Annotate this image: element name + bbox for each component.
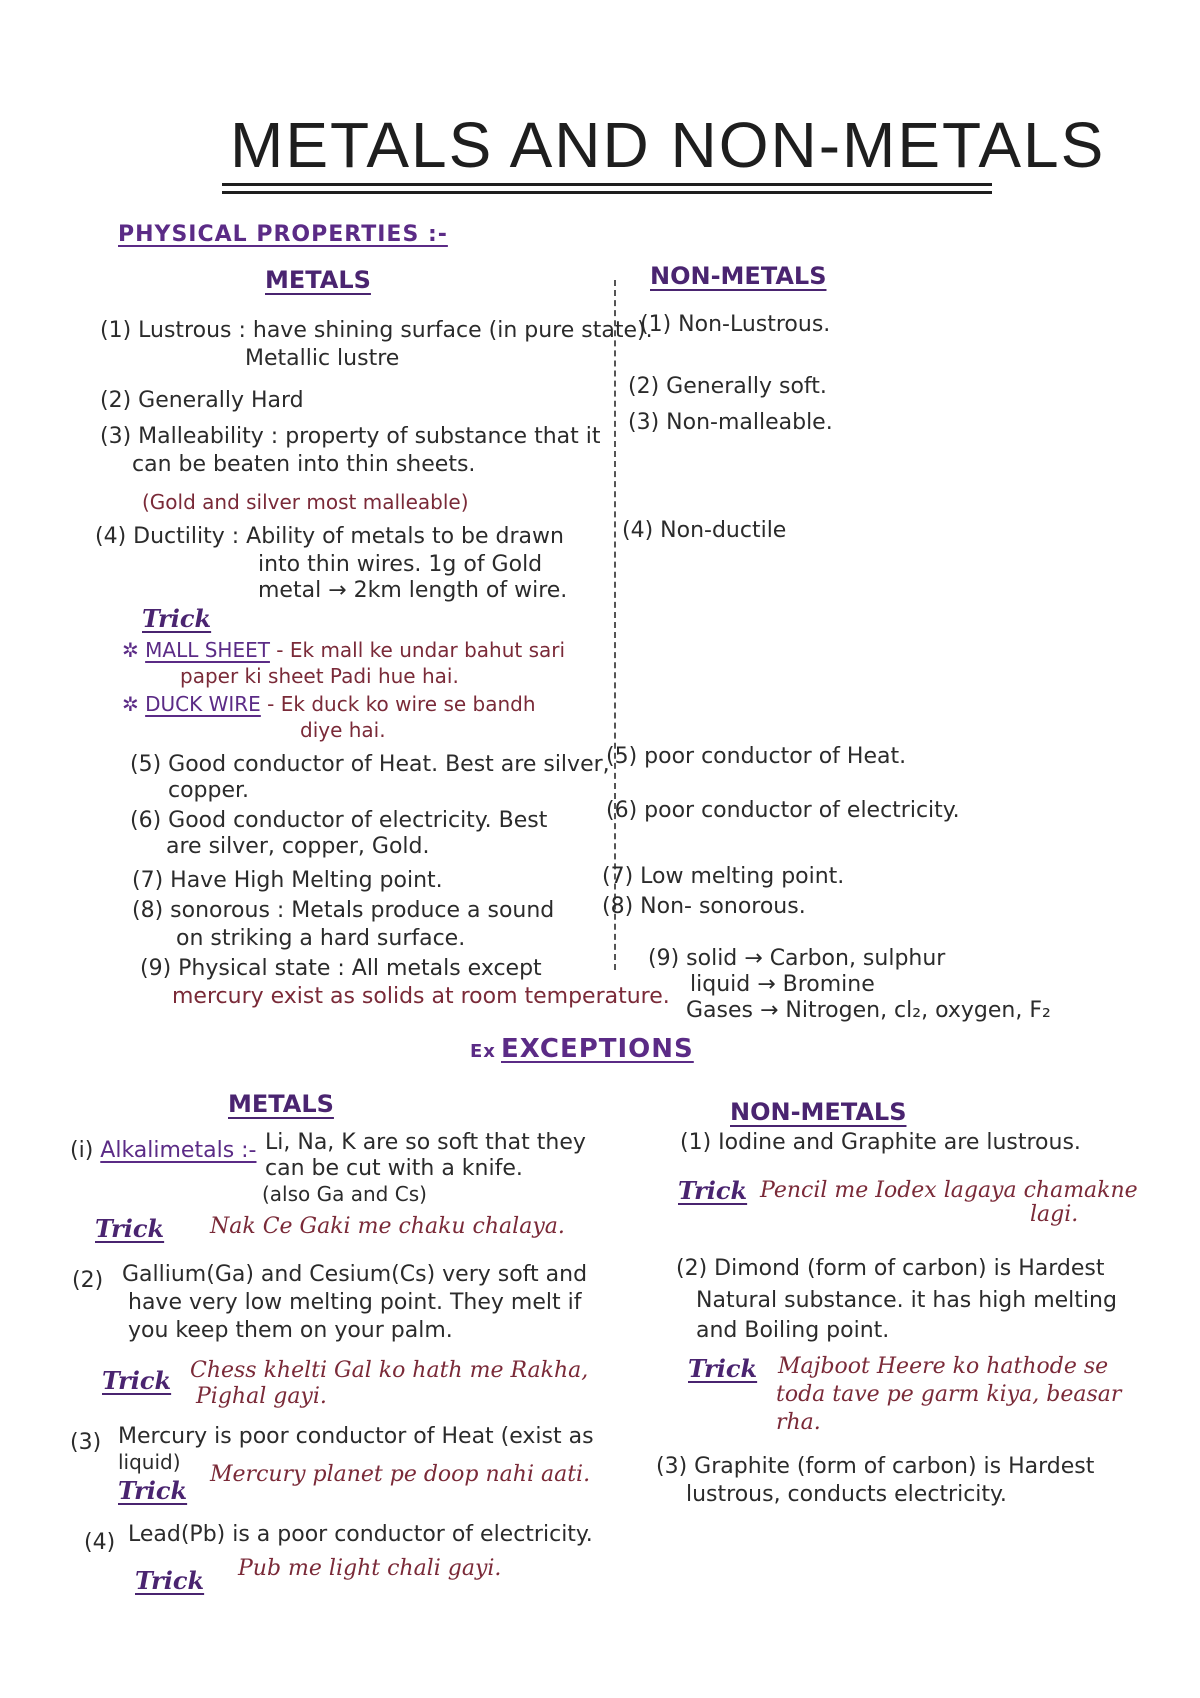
trick-text: - Ek duck ko wire se bandh (267, 692, 536, 716)
trick-key: DUCK WIRE (145, 692, 261, 716)
metal-prop-6: (6) Good conductor of electricity. Best (130, 808, 548, 833)
exception-nonmetal-2-cont: Natural substance. it has high melting (696, 1288, 1117, 1313)
exception-metal-3-num: (3) (70, 1430, 102, 1455)
trick-mall-sheet (122, 638, 565, 662)
star-icon: ✲ (122, 638, 146, 662)
exceptions-nonmetals-heading: NON-METALS (730, 1098, 907, 1126)
trick-text: Mercury planet pe doop nahi aati. (210, 1462, 591, 1487)
nonmetal-prop-7: (7) Low melting point. (602, 864, 845, 889)
exception-metal-1-text: Li, Na, K are so soft that they (265, 1130, 586, 1155)
nonmetal-prop-8: (8) Non- sonorous. (602, 894, 806, 919)
item-number: (i) (70, 1138, 94, 1163)
exception-metal-3: Mercury is poor conductor of Heat (exist as (118, 1424, 594, 1449)
trick-duck-wire-cont: diye hai. (300, 718, 386, 742)
metal-prop-4: (4) Ductility : Ability of metals to be drawn (95, 524, 564, 549)
trick-mall-sheet-cont: paper ki sheet Padi hue hai. (180, 664, 459, 688)
exceptions-title: EXCEPTIONS (501, 1034, 694, 1064)
exceptions-prefix: Ex (470, 1041, 496, 1062)
trick-duck-wire (122, 692, 536, 716)
trick-text: Pub me light chali gayi. (238, 1556, 502, 1581)
nonmetal-prop-5: (5) poor conductor of Heat. (606, 744, 907, 769)
trick-label: Trick (688, 1354, 758, 1383)
metal-prop-1-cont: Metallic lustre (245, 346, 400, 371)
title-underline-2 (222, 191, 992, 194)
metal-prop-3-cont: can be beaten into thin sheets. (132, 452, 476, 477)
exceptions-heading (470, 1034, 694, 1064)
nonmetal-prop-6: (6) poor conductor of electricity. (606, 798, 960, 823)
metal-prop-3: (3) Malleability : property of substance that it (100, 424, 601, 449)
trick-text: Chess khelti Gal ko hath me Rakha, (190, 1358, 589, 1383)
exception-metal-2-num: (2) (72, 1268, 104, 1293)
trick-text-cont-2: rha. (776, 1410, 821, 1435)
exception-nonmetal-3: (3) Graphite (form of carbon) is Hardest (656, 1454, 1095, 1479)
metals-column-heading: METALS (265, 266, 371, 294)
physical-properties-heading: PHYSICAL PROPERTIES :- (118, 222, 448, 247)
trick-label: Trick (678, 1176, 748, 1205)
star-icon: ✲ (122, 692, 146, 716)
nonmetal-prop-2: (2) Generally soft. (628, 374, 827, 399)
nonmetal-prop-4: (4) Non-ductile (622, 518, 787, 543)
metal-prop-1: (1) Lustrous : have shining surface (in pure state). (100, 318, 653, 343)
trick-label: Trick (102, 1366, 172, 1395)
exception-nonmetal-2: (2) Dimond (form of carbon) is Hardest (676, 1256, 1105, 1281)
trick-text-cont: lagi. (1030, 1202, 1079, 1227)
trick-text: - Ek mall ke undar bahut sari (276, 638, 566, 662)
trick-label: Trick (118, 1476, 188, 1505)
exception-metal-2: Gallium(Ga) and Cesium(Cs) very soft and (122, 1262, 588, 1287)
nonmetal-state-solid: (9) solid → Carbon, sulphur (648, 946, 946, 971)
nonmetal-prop-1: (1) Non-Lustrous. (640, 312, 831, 337)
metal-prop-9-cont: mercury exist as solids at room temperature. (172, 984, 670, 1009)
trick-label: Trick (135, 1566, 205, 1595)
exceptions-metals-heading: METALS (228, 1090, 334, 1118)
trick-label: Trick (142, 604, 212, 633)
metal-prop-2: (2) Generally Hard (100, 388, 304, 413)
exception-metal-4-num: (4) (84, 1530, 116, 1555)
exception-metal-3-cont: liquid) (118, 1450, 181, 1474)
exception-metal-2-cont-2: you keep them on your palm. (128, 1318, 453, 1343)
metal-prop-8: (8) sonorous : Metals produce a sound (132, 898, 555, 923)
exception-nonmetal-1: (1) Iodine and Graphite are lustrous. (680, 1130, 1081, 1155)
metal-prop-5: (5) Good conductor of Heat. Best are silver, (130, 752, 610, 777)
metal-prop-8-cont: on striking a hard surface. (176, 926, 466, 951)
trick-key: MALL SHEET (145, 638, 270, 662)
exception-nonmetal-3-cont: lustrous, conducts electricity. (686, 1482, 1007, 1507)
metal-prop-3-note: (Gold and silver most malleable) (142, 490, 469, 514)
metal-prop-4-cont-2: metal → 2km length of wire. (258, 578, 568, 603)
nonmetal-state-gases: Gases → Nitrogen, cl₂, oxygen, F₂ (686, 998, 1051, 1023)
nonmetal-state-liquid: liquid → Bromine (690, 972, 875, 997)
trick-label: Trick (95, 1214, 165, 1243)
metal-prop-9: (9) Physical state : All metals except (140, 956, 542, 981)
exception-metal-1-text-3: (also Ga and Cs) (262, 1182, 427, 1206)
page-title: METALS AND NON-METALS (230, 109, 1106, 181)
exception-metal-1-text-2: can be cut with a knife. (265, 1156, 523, 1181)
metal-prop-4-cont: into thin wires. 1g of Gold (258, 552, 543, 577)
metal-prop-6-cont: are silver, copper, Gold. (166, 834, 430, 859)
item-label: Alkalimetals :- (100, 1138, 257, 1163)
trick-text: Majboot Heere ko hathode se (778, 1354, 1109, 1379)
trick-text-cont: toda tave pe garm kiya, beasar (776, 1382, 1122, 1407)
trick-text: Pencil me Iodex lagaya chamakne (760, 1178, 1138, 1203)
exception-metal-1 (70, 1138, 257, 1164)
title-underline (222, 183, 992, 186)
trick-text: Nak Ce Gaki me chaku chalaya. (210, 1214, 565, 1239)
exception-metal-4: Lead(Pb) is a poor conductor of electricity. (128, 1522, 593, 1547)
exception-nonmetal-2-cont-2: and Boiling point. (696, 1318, 890, 1343)
trick-text-cont: Pighal gayi. (196, 1384, 327, 1409)
metal-prop-7: (7) Have High Melting point. (132, 868, 443, 893)
metal-prop-5-cont: copper. (168, 778, 250, 803)
exception-metal-2-cont: have very low melting point. They melt if (128, 1290, 582, 1315)
nonmetals-column-heading: NON-METALS (650, 262, 827, 290)
nonmetal-prop-3: (3) Non-malleable. (628, 410, 833, 435)
